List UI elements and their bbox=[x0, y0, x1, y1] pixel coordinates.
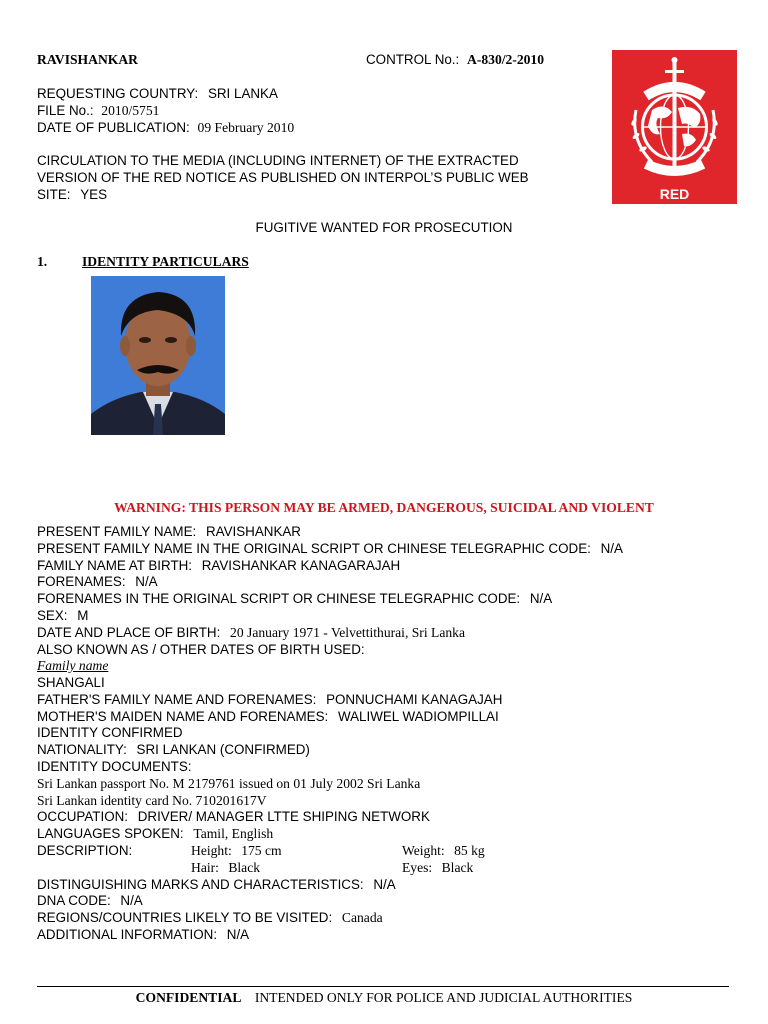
forenames-script: N/A bbox=[529, 591, 553, 606]
mother-label: MOTHER'S MAIDEN NAME AND FORENAMES: bbox=[37, 709, 329, 724]
warning-banner: WARNING: THIS PERSON MAY BE ARMED, DANGEROUS, SUICIDAL AND VIOLENT bbox=[114, 500, 654, 515]
eyes: Black bbox=[441, 860, 474, 875]
forenames-script-row bbox=[37, 591, 552, 608]
logo-label: RED bbox=[659, 186, 690, 202]
weight-row bbox=[402, 843, 485, 860]
father-row bbox=[37, 692, 502, 709]
footer-text: INTENDED ONLY FOR POLICE AND JUDICIAL AUTHORITIES bbox=[254, 990, 633, 1005]
dna-row bbox=[37, 893, 143, 910]
nationality-label: NATIONALITY: bbox=[37, 742, 127, 757]
footer bbox=[0, 990, 768, 1006]
father-label: FATHER'S FAMILY NAME AND FORENAMES: bbox=[37, 692, 317, 707]
documents-label: IDENTITY DOCUMENTS: bbox=[37, 759, 192, 774]
hair: Black bbox=[228, 860, 261, 875]
marks-row bbox=[37, 877, 396, 894]
nationality-row bbox=[37, 742, 310, 759]
interpol-emblem-icon bbox=[612, 50, 737, 204]
aka-label: ALSO KNOWN AS / OTHER DATES OF BIRTH USED: bbox=[37, 642, 365, 657]
circulation-line-2: VERSION OF THE RED NOTICE AS PUBLISHED ON INTERPOL’S PUBLIC WEB bbox=[37, 170, 529, 185]
family-at-birth-label: FAMILY NAME AT BIRTH: bbox=[37, 558, 193, 573]
publication-date: 09 February 2010 bbox=[197, 120, 295, 135]
forenames-script-label: FORENAMES IN THE ORIGINAL SCRIPT OR CHINESE TELEGRAPHIC CODE: bbox=[37, 591, 521, 606]
requesting-country-label: REQUESTING COUNTRY: bbox=[37, 86, 199, 101]
original-script-family-row bbox=[37, 541, 623, 558]
dob-label: DATE AND PLACE OF BIRTH: bbox=[37, 625, 221, 640]
interpol-red-logo bbox=[612, 50, 737, 204]
occupation-label: OCCUPATION: bbox=[37, 809, 129, 824]
original-script-family: N/A bbox=[600, 541, 623, 556]
father: PONNUCHAMI KANAGAJAH bbox=[326, 692, 503, 707]
family-at-birth: RAVISHANKAR KANAGARAJAH bbox=[201, 558, 401, 573]
circulation-value: YES bbox=[80, 187, 108, 202]
languages-row bbox=[37, 826, 273, 843]
weight: 85 kg bbox=[454, 843, 485, 858]
forenames: N/A bbox=[135, 574, 158, 589]
forenames-row bbox=[37, 574, 158, 591]
family-at-birth-row bbox=[37, 558, 400, 575]
document-id-card: Sri Lankan identity card No. 710201617V bbox=[37, 793, 267, 808]
section-number: 1. bbox=[37, 254, 48, 269]
regions: Canada bbox=[341, 910, 383, 925]
circulation-line-3 bbox=[37, 187, 107, 203]
languages: Tamil, English bbox=[193, 826, 274, 841]
footer-confidential: CONFIDENTIAL bbox=[135, 990, 242, 1005]
additional: N/A bbox=[226, 927, 250, 942]
marks-label: DISTINGUISHING MARKS AND CHARACTERISTICS: bbox=[37, 877, 364, 892]
file-number: 2010/5751 bbox=[101, 103, 160, 118]
dna: N/A bbox=[120, 893, 143, 908]
circulation-site-label: SITE: bbox=[37, 187, 71, 202]
subject-photo bbox=[91, 276, 225, 435]
sex-row bbox=[37, 608, 88, 625]
nationality: SRI LANKAN (CONFIRMED) bbox=[136, 742, 310, 757]
file-number-row bbox=[37, 103, 159, 119]
present-family-name-label: PRESENT FAMILY NAME: bbox=[37, 524, 197, 539]
present-family-name-row bbox=[37, 524, 301, 541]
footer-divider bbox=[37, 986, 729, 987]
notice-status: FUGITIVE WANTED FOR PROSECUTION bbox=[255, 220, 513, 235]
hair-label: Hair: bbox=[191, 860, 219, 875]
additional-row bbox=[37, 927, 249, 944]
marks: N/A bbox=[373, 877, 396, 892]
publication-date-row bbox=[37, 120, 294, 136]
document-passport: Sri Lankan passport No. M 2179761 issued on 01 July 2002 Sri Lanka bbox=[37, 776, 421, 791]
description-label: DESCRIPTION: bbox=[37, 843, 133, 858]
requesting-country-row bbox=[37, 86, 278, 102]
control-number: A-830/2-2010 bbox=[467, 52, 545, 67]
weight-label: Weight: bbox=[402, 843, 445, 858]
eyes-label: Eyes: bbox=[402, 860, 433, 875]
sex: M bbox=[77, 608, 89, 623]
file-number-label: FILE No.: bbox=[37, 103, 94, 118]
sex-label: SEX: bbox=[37, 608, 68, 623]
original-script-family-label: PRESENT FAMILY NAME IN THE ORIGINAL SCRIPT OR CHINESE TELEGRAPHIC CODE: bbox=[37, 541, 591, 556]
height-row bbox=[191, 843, 282, 860]
control-number-row bbox=[366, 52, 544, 68]
forenames-label: FORENAMES: bbox=[37, 574, 126, 589]
dna-label: DNA CODE: bbox=[37, 893, 111, 908]
aka-value: SHANGALI bbox=[37, 675, 105, 690]
languages-label: LANGUAGES SPOKEN: bbox=[37, 826, 184, 841]
publication-date-label: DATE OF PUBLICATION: bbox=[37, 120, 190, 135]
mother: WALIWEL WADIOMPILLAI bbox=[337, 709, 499, 724]
additional-label: ADDITIONAL INFORMATION: bbox=[37, 927, 218, 942]
subject-name: RAVISHANKAR bbox=[37, 52, 138, 67]
control-number-label: CONTROL No.: bbox=[366, 52, 460, 67]
subject-portrait-icon bbox=[91, 276, 225, 435]
dob-row bbox=[37, 625, 465, 642]
requesting-country: SRI LANKA bbox=[207, 86, 278, 101]
circulation-line-1: CIRCULATION TO THE MEDIA (INCLUDING INTERNET) OF THE EXTRACTED bbox=[37, 153, 519, 168]
dob: 20 January 1971 - Velvettithurai, Sri Lanka bbox=[230, 625, 465, 640]
mother-row bbox=[37, 709, 499, 726]
identity-confirmed: IDENTITY CONFIRMED bbox=[37, 725, 183, 740]
occupation: DRIVER/ MANAGER LTTE SHIPING NETWORK bbox=[137, 809, 430, 824]
hair-row bbox=[191, 860, 260, 877]
regions-row bbox=[37, 910, 383, 927]
regions-label: REGIONS/COUNTRIES LIKELY TO BE VISITED: bbox=[37, 910, 333, 925]
eyes-row bbox=[402, 860, 473, 877]
occupation-row bbox=[37, 809, 430, 826]
present-family-name: RAVISHANKAR bbox=[205, 524, 301, 539]
height: 175 cm bbox=[241, 843, 282, 858]
aka-subheading: Family name bbox=[37, 658, 109, 673]
height-label: Height: bbox=[191, 843, 232, 858]
section-title: IDENTITY PARTICULARS bbox=[82, 254, 249, 269]
